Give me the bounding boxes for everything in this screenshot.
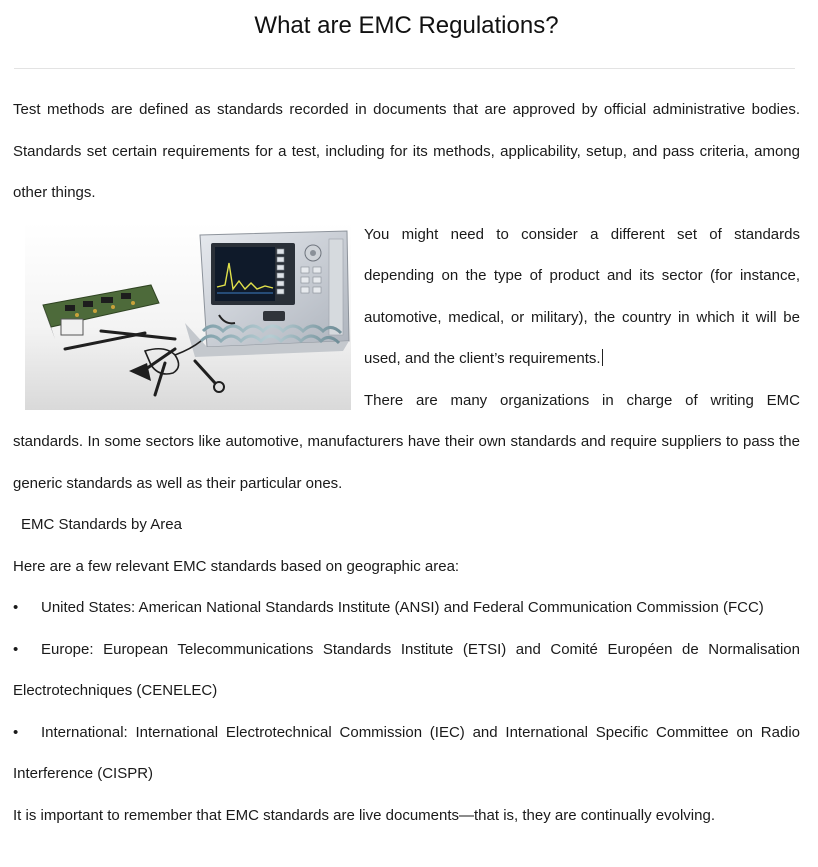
bullet-icon: • (13, 640, 19, 658)
text-cursor (602, 349, 603, 366)
paragraph-standards-by-product: You might need to consider a different set of standards depending on the type of product and its sector (for instance, automotive, medical, or military), the country in which it will be used, and the client’s requirements. (364, 225, 800, 367)
list-intro: Here are a few relevant EMC standards based on geographic area: (13, 557, 460, 575)
paragraph-organizations: There are many organizations in charge of writing EMC standards. In some sectors like automotive, manufacturers have their own standards and require suppliers to pass the generic standards as well as their particular ones. (13, 391, 800, 492)
section-subheading: EMC Standards by Area (21, 516, 182, 533)
list-item: • United States: American National Standards Institute (ANSI) and Federal Communication Commission (FCC) (13, 587, 800, 629)
list-item: • Europe: European Telecommunications Standards Institute (ETSI) and Comité Européen de Normalisation Electrotechniques (CENELEC) (13, 629, 800, 712)
bullet-icon: • (13, 599, 19, 616)
emc-test-equipment-photo (25, 223, 351, 410)
article-body (13, 89, 800, 836)
page-title: What are EMC Regulations? (254, 12, 559, 39)
title-divider (14, 68, 795, 69)
intro-paragraph: Test methods are defined as standards recorded in documents that are approved by official administrative bodies. Standards set certain requirements for a test, including for its methods, applicability, setup, and pass criteria, among other things. (13, 101, 800, 201)
list-item: • International: International Electrotechnical Commission (IEC) and International Specific Committee on Radio Interference (CISPR) (13, 712, 800, 795)
bullet-icon: • (13, 723, 19, 741)
closing-paragraph: It is important to remember that EMC standards are live documents—that is, they are continually evolving. (13, 806, 715, 824)
emc-equipment-illustration (25, 223, 351, 410)
